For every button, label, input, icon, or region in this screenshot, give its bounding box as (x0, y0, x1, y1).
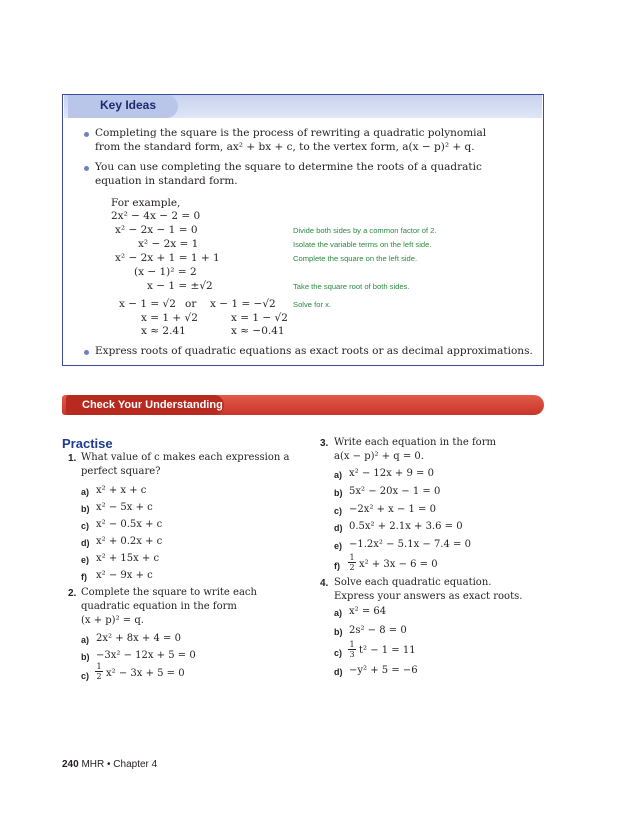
solve-right-2: x = 1 − √2 (231, 312, 288, 324)
step-note: Complete the square on the left side. (293, 254, 418, 263)
solve-right-1: x − 1 = −√2 (210, 298, 276, 310)
step-equation: 2x² − 4x − 2 = 0 (111, 210, 201, 222)
part-expression: x² − 9x + c (96, 570, 153, 581)
step-note: Take the square root of both sides. (293, 282, 410, 291)
part-label: e) (334, 541, 343, 551)
step-equation: x − 1 = ±√2 (147, 280, 213, 292)
bullet2-line2: equation in standard form. (95, 175, 238, 187)
part-label: d) (334, 667, 343, 677)
part-expression: x² − 12x + 9 = 0 (349, 468, 434, 479)
part-expression: 5x² − 20x − 1 = 0 (349, 486, 441, 497)
question-number: 3. (320, 438, 329, 449)
step-equation: (x − 1)² = 2 (134, 266, 197, 278)
part-expression: 0.5x² + 2.1x + 3.6 = 0 (349, 521, 463, 532)
part-expression: −1.2x² − 5.1x − 7.4 = 0 (349, 539, 471, 550)
question-number: 2. (68, 588, 77, 599)
bullet1-line2: from the standard form, ax² + bx + c, to the vertex form, a(x − p)² + q. (95, 141, 475, 153)
solve-left-2: x = 1 + √2 (141, 312, 198, 324)
example-intro: For example, (111, 197, 181, 209)
question-text: What value of c makes each expression a (81, 452, 290, 463)
part-expression: x² − 5x + c (96, 502, 153, 513)
part-label: b) (81, 652, 90, 662)
part-expression: −2x² + x − 1 = 0 (349, 504, 436, 515)
bullet3: Express roots of quadratic equations as exact roots or as decimal approximations. (95, 345, 533, 357)
part-expression: t² − 1 = 11 (359, 645, 416, 656)
part-expression: 2s² − 8 = 0 (349, 625, 407, 636)
part-label: b) (334, 488, 343, 498)
part-label: c) (81, 671, 90, 681)
question-text: quadratic equation in the form (81, 601, 237, 612)
page-number: 240 (62, 759, 79, 770)
part-label: d) (81, 538, 90, 548)
step-equation: x² − 2x = 1 (138, 238, 199, 250)
part-label: b) (334, 627, 343, 637)
question-number: 1. (68, 453, 77, 464)
part-expression: −y² + 5 = −6 (349, 665, 418, 676)
part-expression: x² + 0.2x + c (96, 536, 163, 547)
footer-text: MHR • Chapter 4 (81, 759, 158, 770)
solve-left-3: x ≈ 2.41 (141, 325, 186, 337)
fraction: $\frac{1}{2}$ (96, 662, 102, 681)
step-note: Isolate the variable terms on the left side. (293, 240, 432, 249)
step-equation: x² − 2x − 1 = 0 (115, 224, 198, 236)
bullet1-line1: Completing the square is the process of rewriting a quadratic polynomial (95, 127, 487, 139)
part-label: a) (81, 635, 90, 645)
part-label: a) (334, 470, 343, 480)
question-text: Express your answers as exact roots. (334, 591, 523, 602)
bullet-icon (84, 166, 89, 171)
part-label: f) (81, 572, 87, 582)
part-expression: x² = 64 (349, 606, 387, 617)
step-equation: x² − 2x + 1 = 1 + 1 (115, 252, 220, 264)
bullet-icon (84, 132, 89, 137)
fraction: $\frac{1}{3}$ (349, 640, 355, 659)
part-label: e) (81, 555, 90, 565)
question-text: Solve each quadratic equation. (334, 577, 492, 588)
part-label: c) (334, 648, 343, 658)
page-footer (62, 759, 157, 770)
part-expression: x² + x + c (96, 485, 147, 496)
question-text: a(x − p)² + q = 0. (334, 451, 424, 462)
part-label: a) (334, 608, 343, 618)
fraction: $\frac{1}{2}$ (349, 553, 355, 572)
solve-note: Solve for x. (293, 300, 331, 309)
step-note: Divide both sides by a common factor of 2. (293, 226, 437, 235)
part-expression: x² + 15x + c (96, 553, 160, 564)
question-text: perfect square? (81, 466, 161, 477)
question-text: Complete the square to write each (81, 587, 257, 598)
question-number: 4. (320, 578, 329, 589)
solve-right-3: x ≈ −0.41 (231, 325, 285, 337)
part-label: f) (334, 561, 340, 571)
check-understanding-title: Check Your Understanding (82, 399, 223, 411)
part-label: a) (81, 487, 90, 497)
solve-left-1: x − 1 = √2 (119, 298, 176, 310)
part-label: c) (334, 506, 343, 516)
key-ideas-title: Key Ideas (100, 98, 157, 112)
question-text: Write each equation in the form (334, 437, 496, 448)
part-label: c) (81, 521, 90, 531)
part-label: d) (334, 523, 343, 533)
solve-or: or (185, 298, 197, 310)
part-expression: 2x² + 8x + 4 = 0 (96, 633, 181, 644)
part-label: b) (81, 504, 90, 514)
part-expression: x² − 0.5x + c (96, 519, 163, 530)
bullet2-line1: You can use completing the square to determine the roots of a quadratic (95, 161, 482, 173)
practise-heading: Practise (62, 436, 113, 451)
bullet-icon (84, 350, 89, 355)
question-text: (x + p)² = q. (81, 615, 144, 626)
part-expression: x² + 3x − 6 = 0 (359, 559, 438, 570)
part-expression: x² − 3x + 5 = 0 (106, 668, 185, 679)
part-expression: −3x² − 12x + 5 = 0 (96, 650, 196, 661)
